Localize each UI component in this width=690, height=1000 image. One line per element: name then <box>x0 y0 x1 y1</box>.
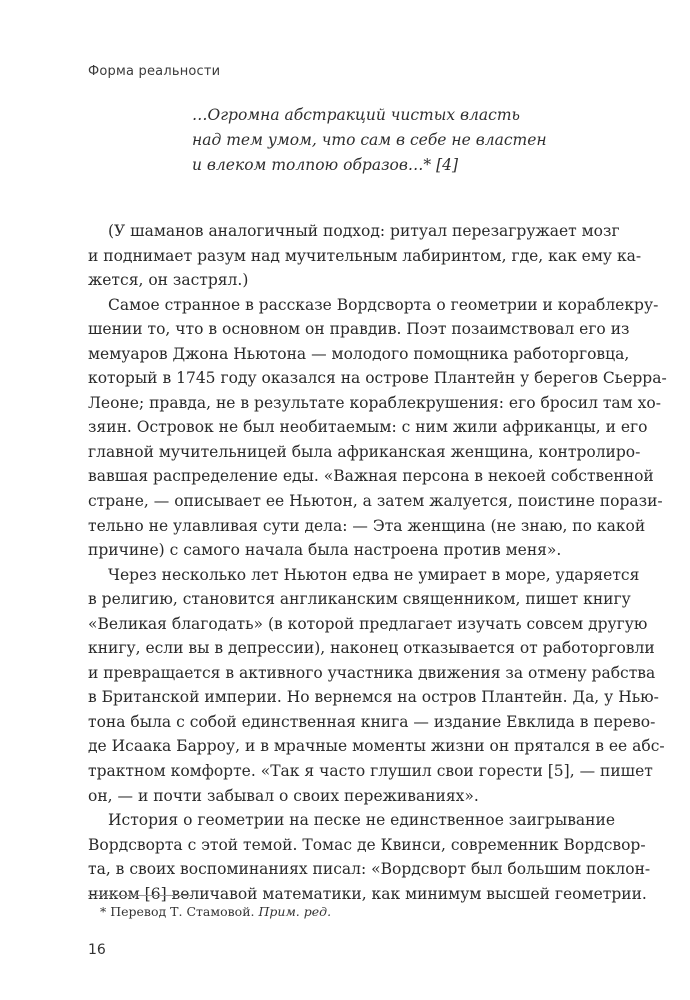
text-line: он, — и почти забывал о своих переживаниях». <box>88 786 479 805</box>
text-line: История о геометрии на песке не единственное заигрывание <box>108 811 615 830</box>
text-line: который в 1745 году оказался на острове Плантейн у берегов Сьерра- <box>88 369 667 388</box>
text-line: стране, — описывает ее Ньютон, а затем жалуется, поистине порази- <box>88 492 663 511</box>
text-line: зяин. Островок не был необитаемым: с ним жили африканцы, и его <box>88 418 648 437</box>
text-line: в религию, становится англиканским священником, пишет книгу <box>88 590 631 609</box>
footnote-text: Перевод Т. Стамовой. <box>110 904 255 919</box>
footnote <box>100 904 331 919</box>
text-line: Леоне; правда, не в результате кораблекрушения: его бросил там хо- <box>88 393 661 412</box>
epigraph <box>192 103 547 178</box>
text-line: мемуаров Джона Ньютона — молодого помощника работорговца, <box>88 344 630 363</box>
footnote-editor-note: Прим. ред. <box>258 904 332 919</box>
text-line: (У шаманов аналогичный подход: ритуал перезагружает мозг <box>108 222 620 240</box>
text-line: ником [6] величавой математики, как минимум высшей геометрии. <box>88 884 647 903</box>
epigraph-line: над тем умом, что сам в себе не властен <box>192 131 547 149</box>
page-number: 16 <box>88 942 106 958</box>
paragraph <box>88 219 642 293</box>
running-head: Форма реальности <box>88 64 221 79</box>
text-line: «Великая благодать» (в которой предлагает изучать совсем другую <box>88 614 648 633</box>
footnote-marker: * <box>100 904 107 919</box>
paragraph <box>88 293 667 563</box>
text-line: Самое странное в рассказе Вордсворта о геометрии и кораблекру- <box>108 295 659 314</box>
paragraph <box>88 808 651 906</box>
text-line: книгу, если вы в депрессии), наконец отказывается от работорговли <box>88 639 655 658</box>
text-line: та, в своих воспоминаниях писал: «Вордсворт был большим поклон- <box>88 860 651 879</box>
epigraph-line: и влеком толпою образов…* [4] <box>192 156 459 174</box>
text-line: главной мучительницей была африканская женщина, контролиро- <box>88 442 641 461</box>
text-line: причине) с самого начала была настроена против меня». <box>88 541 562 560</box>
text-line: вавшая распределение еды. «Важная персона в некоей собственной <box>88 467 654 486</box>
text-line: и поднимает разум над мучительным лабиринтом, где, как ему ка- <box>88 246 642 265</box>
text-line: де Исаака Барроу, и в мрачные моменты жизни он прятался в ее абс- <box>88 737 665 756</box>
text-line: шении то, что в основном он правдив. Поэт позаимствовал его из <box>88 320 630 339</box>
paragraph <box>88 563 665 808</box>
body-text <box>88 219 667 906</box>
text-line: Вордсворта с этой темой. Томас де Квинси, современник Вордсвор- <box>88 835 646 854</box>
text-line: трактном комфорте. «Так я часто глушил свои горести [5], — пишет <box>88 762 653 781</box>
epigraph-line: …Огромна абстракций чистых власть <box>192 106 520 124</box>
text-line: тона была с собой единственная книга — издание Евклида в перево- <box>88 712 656 731</box>
text-line: в Британской империи. Но вернемся на остров Плантейн. Да, у Нью- <box>88 688 659 707</box>
text-line: Через несколько лет Ньютон едва не умирает в море, ударяется <box>108 565 640 584</box>
text-line: и превращается в активного участника движения за отмену рабства <box>88 663 656 682</box>
text-line: тельно не улавливая сути дела: — Эта женщина (не знаю, по какой <box>88 516 646 535</box>
text-line: жется, он застрял.) <box>88 271 249 290</box>
footnote-divider <box>88 895 192 896</box>
